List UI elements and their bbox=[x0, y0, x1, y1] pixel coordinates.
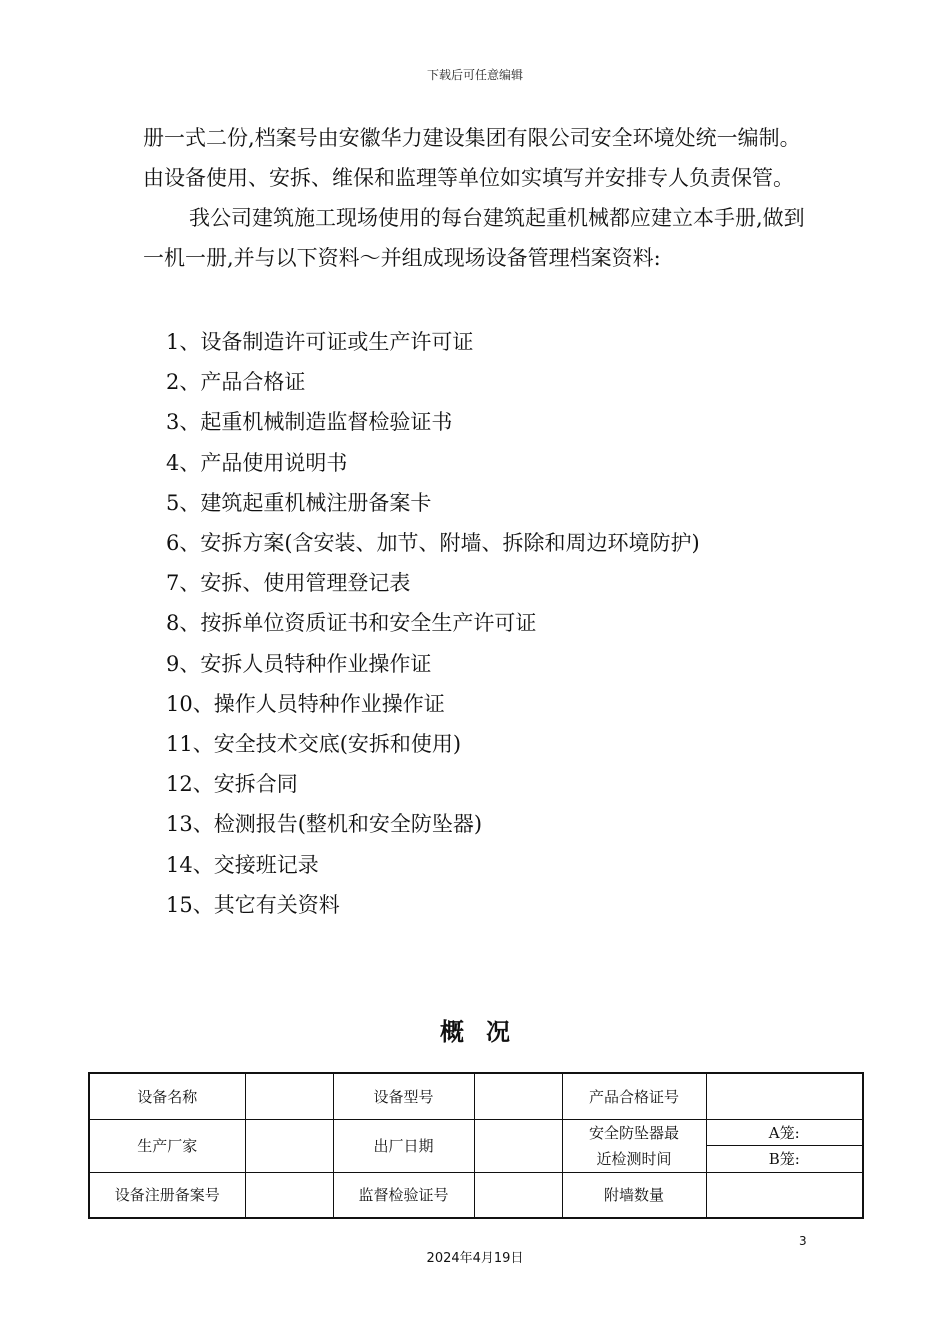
list-item: 6、安拆方案(含安装、加节、附墙、拆除和周边环境防护) bbox=[166, 531, 700, 556]
paragraph-2: 我公司建筑施工现场使用的每台建筑起重机械都应建立本手册,做到一机一册,并与以下资料～并组成现场设备管理档案资料: bbox=[143, 206, 805, 270]
anti-fall-test-label bbox=[562, 1119, 706, 1172]
list-item: 10、操作人员特种作业操作证 bbox=[166, 691, 445, 716]
list-item: 13、检测报告(整机和安全防坠器) bbox=[166, 812, 483, 837]
list-item: 3、起重机械制造监督检验证书 bbox=[166, 410, 453, 435]
list-item: 7、安拆、使用管理登记表 bbox=[166, 571, 411, 596]
list-item: 4、产品使用说明书 bbox=[166, 450, 348, 475]
list-item: 15、其它有关资料 bbox=[166, 892, 340, 917]
footer-date: 2024年4月19日 bbox=[426, 1251, 524, 1266]
anti-fall-test-line-1: 安全防坠器最 bbox=[588, 1123, 679, 1142]
header-note: 下载后可任意编辑 bbox=[426, 68, 523, 82]
list-item: 9、安拆人员特种作业操作证 bbox=[166, 651, 432, 676]
registration-no-value bbox=[245, 1172, 333, 1218]
factory-date-label: 出厂日期 bbox=[333, 1119, 474, 1172]
registration-no-label: 设备注册备案号 bbox=[89, 1172, 245, 1218]
equipment-info-table bbox=[88, 1072, 864, 1219]
list-item: 14、交接班记录 bbox=[166, 852, 319, 877]
factory-date-value bbox=[474, 1119, 562, 1172]
list-item: 11、安全技术交底(安拆和使用) bbox=[166, 732, 462, 757]
list-item: 12、安拆合同 bbox=[166, 772, 298, 797]
manufacturer-value bbox=[245, 1119, 333, 1172]
equipment-model-label: 设备型号 bbox=[333, 1073, 474, 1119]
supervision-cert-no-value bbox=[474, 1172, 562, 1218]
list-item: 5、建筑起重机械注册备案卡 bbox=[166, 490, 432, 515]
supervision-cert-no-label: 监督检验证号 bbox=[333, 1172, 474, 1218]
document-list bbox=[166, 322, 806, 925]
cage-b-cell: B笼: bbox=[706, 1146, 863, 1173]
anti-fall-test-line-2: 近检测时间 bbox=[596, 1149, 672, 1168]
equipment-name-label: 设备名称 bbox=[89, 1073, 245, 1119]
paragraph-1: 册一式二份,档案号由安徽华力建设集团有限公司安全环境处统一编制。由设备使用、安拆、维保和监理等单位如实填写并安排专人负责保管。 bbox=[143, 126, 801, 190]
equipment-name-value bbox=[245, 1073, 333, 1119]
section-title: 概况 bbox=[440, 1017, 532, 1046]
product-cert-no-label: 产品合格证号 bbox=[562, 1073, 706, 1119]
manufacturer-label: 生产厂家 bbox=[89, 1119, 245, 1172]
list-item: 1、设备制造许可证或生产许可证 bbox=[166, 330, 474, 354]
list-item: 2、产品合格证 bbox=[166, 370, 306, 395]
product-cert-no-value bbox=[706, 1073, 863, 1119]
page-number: 3 bbox=[799, 1234, 807, 1248]
list-item: 8、按拆单位资质证书和安全生产许可证 bbox=[166, 611, 537, 636]
body-text bbox=[143, 118, 808, 278]
wall-attach-count-label: 附墙数量 bbox=[562, 1172, 706, 1218]
wall-attach-count-value bbox=[706, 1172, 863, 1218]
cage-a-cell: A笼: bbox=[706, 1119, 863, 1146]
equipment-model-value bbox=[474, 1073, 562, 1119]
